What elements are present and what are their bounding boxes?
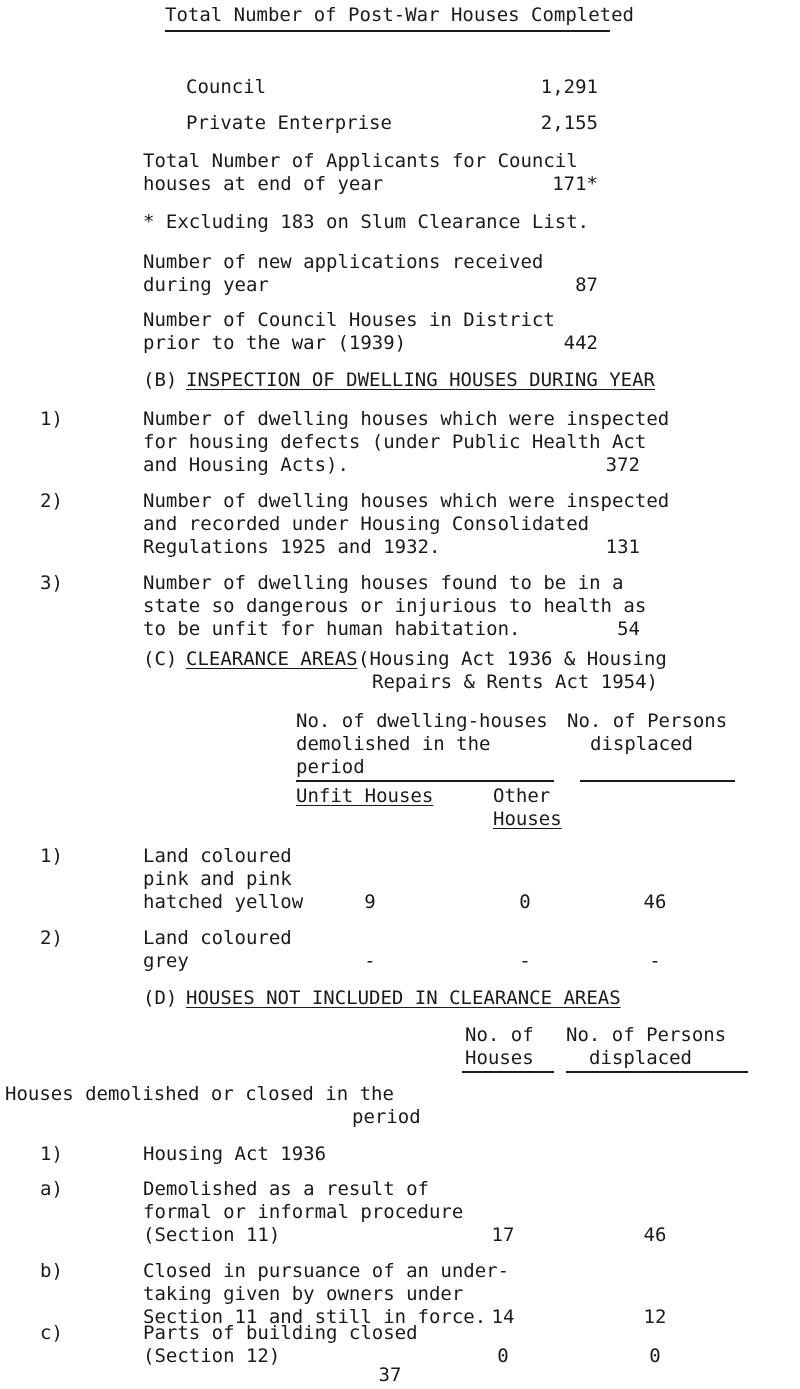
b-item-1-num: 1) [40,408,63,430]
d-row-a-line1: Demolished as a result of [143,1178,429,1200]
b-item-1-value: 372 [605,454,640,476]
d-row-c-line1: Parts of building closed [143,1322,418,1344]
section-c-title: CLEARANCE AREAS [186,648,358,670]
section-d-marker: (D) [143,987,178,1009]
c-row-1-other: 0 [519,891,531,913]
d-row-b-num: b) [40,1260,63,1282]
d-row-c-persons: 0 [649,1345,661,1367]
c-row-1-num: 1) [40,845,63,867]
col-c-persons-line1: No. of Persons [567,710,728,732]
col-other-line1: Other [493,785,551,807]
b-item-2-line3: Regulations 1925 and 1932. [143,536,441,558]
prior-war-value: 442 [563,332,598,354]
new-applications-value: 87 [575,274,598,296]
b-item-2-value: 131 [605,536,640,558]
section-b-title: INSPECTION OF DWELLING HOUSES DURING YEAR [186,369,655,391]
section-c-subtitle2: Repairs & Rents Act 1954) [372,671,658,693]
col-d-houses-line2: Houses [465,1047,534,1069]
b-item-2-line2: and recorded under Housing Consolidated [143,513,590,535]
heading-rule [165,30,610,32]
c-row-1-persons: 46 [643,891,667,913]
applicants-value: 171* [552,173,598,195]
b-item-3-value: 54 [617,618,640,640]
d-intro-line2: period [352,1106,421,1128]
d-row-b-line3: Section 11 and still in force. [143,1306,487,1328]
b-item-1-line2: for housing defects (under Public Health Act [143,431,647,453]
private-value: 2,155 [540,112,598,134]
b-item-2-num: 2) [40,490,63,512]
applicants-footnote: * Excluding 183 on Slum Clearance List. [143,211,590,233]
d-row-b-line2: taking given by owners under [143,1283,464,1305]
d-row-a-num: a) [40,1178,63,1200]
d-row-a-line2: formal or informal procedure [143,1201,464,1223]
col-other-line2: Houses [493,808,562,830]
section-c-marker: (C) [143,648,178,670]
b-item-3-line2: state so dangerous or injurious to health as [143,595,647,617]
applicants-line1: Total Number of Applicants for Council [143,150,578,172]
col-demolished-line2: demolished in the [296,733,491,755]
d-row-b-persons: 12 [643,1306,667,1328]
d-row-b-houses: 14 [491,1306,515,1328]
d-row-a-line3: (Section 11) [143,1224,281,1246]
col-d-persons-line1: No. of Persons [566,1024,727,1046]
c-row-1-line3: hatched yellow [143,891,304,913]
c-row-1-unfit: 9 [364,891,376,913]
col-c-persons-line2: displaced [590,733,693,755]
section-c-subtitle1: (Housing Act 1936 & Housing [358,648,667,670]
d-row-c-line2: (Section 12) [143,1345,281,1367]
b-item-1-line1: Number of dwelling houses which were inspected [143,408,670,430]
col-d-houses-line1: No. of [465,1024,534,1046]
col-d-persons-line2: displaced [589,1047,692,1069]
c-row-1-line1: Land coloured [143,845,292,867]
b-item-3-line3: to be unfit for human habitation. [143,618,521,640]
d-row-c-num: c) [40,1322,63,1344]
col-c-persons-rule [580,780,735,782]
page-number: 37 [378,1364,402,1386]
b-item-3-num: 3) [40,572,63,594]
d-act-label: Housing Act 1936 [143,1143,327,1165]
d-row-a-houses: 17 [491,1224,515,1246]
col-d-houses-rule [462,1071,554,1073]
col-d-persons-rule [566,1071,748,1073]
col-demolished-line1: No. of dwelling-houses [296,710,548,732]
prior-war-line2: prior to the war (1939) [143,332,407,354]
col-unfit: Unfit Houses [296,785,434,807]
b-item-1-line3: and Housing Acts). [143,454,349,476]
col-demolished-line3: period [296,756,365,778]
c-row-2-line1: Land coloured [143,927,292,949]
c-row-2-persons: - [649,950,661,972]
council-value: 1,291 [540,76,598,98]
council-label: Council [186,76,267,98]
c-row-2-num: 2) [40,927,63,949]
b-item-2-line1: Number of dwelling houses which were inspected [143,490,670,512]
c-row-2-unfit: - [364,950,376,972]
d-row-a-persons: 46 [643,1224,667,1246]
new-applications-line1: Number of new applications received [143,251,544,273]
prior-war-line1: Number of Council Houses in District [143,309,555,331]
private-label: Private Enterprise [186,112,392,134]
col-demolished-rule [296,780,554,782]
c-row-2-other: - [519,950,531,972]
c-row-1-line2: pink and pink [143,868,292,890]
completed-heading: Total Number of Post-War Houses Completed [165,4,634,26]
new-applications-line2: during year [143,274,269,296]
section-b-marker: (B) [143,369,178,391]
c-row-2-line2: grey [143,950,189,972]
section-d-title: HOUSES NOT INCLUDED IN CLEARANCE AREAS [186,987,621,1009]
b-item-3-line1: Number of dwelling houses found to be in a [143,572,624,594]
d-intro-line1: Houses demolished or closed in the [5,1083,394,1105]
d-row-b-line1: Closed in pursuance of an under- [143,1260,510,1282]
d-act-num: 1) [40,1143,63,1165]
applicants-line2: houses at end of year [143,173,384,195]
d-row-c-houses: 0 [497,1345,509,1367]
